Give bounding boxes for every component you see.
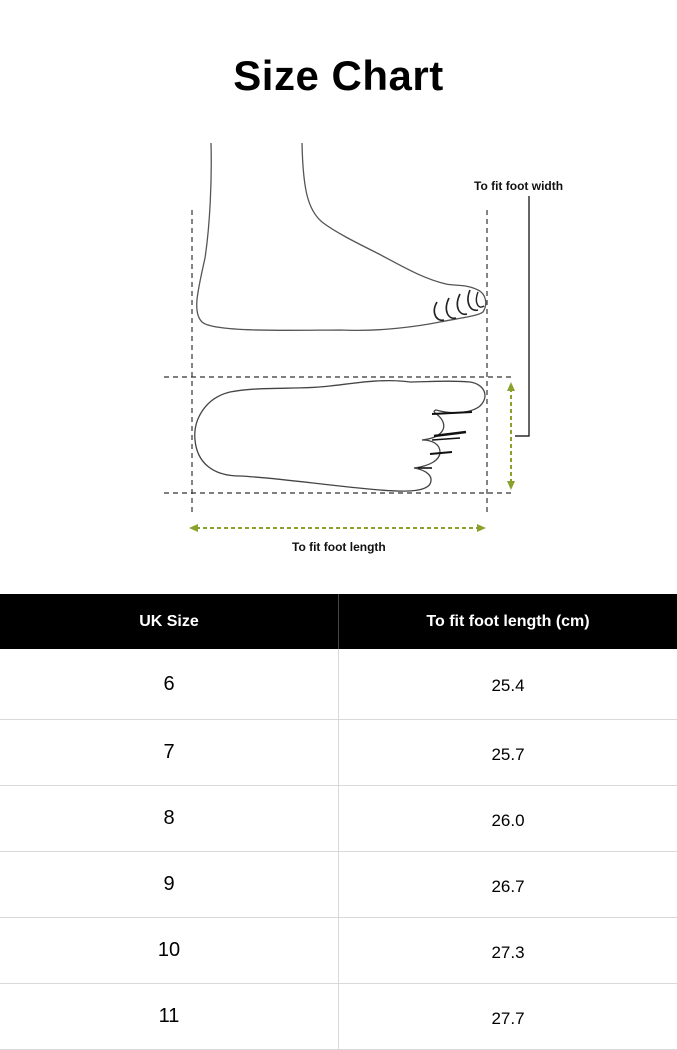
table-header-row xyxy=(0,594,677,649)
toe-side-1 xyxy=(434,302,444,320)
table-row xyxy=(0,852,677,918)
length-arrow-head-right xyxy=(477,524,486,532)
table-row xyxy=(0,720,677,786)
foot-side-view xyxy=(197,143,486,330)
foot-length-cell: 25.4 xyxy=(339,649,677,720)
uk-size-cell: 7 xyxy=(0,720,339,786)
table-row xyxy=(0,984,677,1050)
toe-side-2 xyxy=(446,298,456,318)
toenail-4 xyxy=(430,452,452,454)
size-table xyxy=(0,594,677,1050)
foot-length-cell: 27.7 xyxy=(339,984,677,1050)
foot-length-cell: 25.7 xyxy=(339,720,677,786)
uk-size-cell: 10 xyxy=(0,918,339,984)
table-row xyxy=(0,918,677,984)
foot-length-cell: 27.3 xyxy=(339,918,677,984)
width-label-leader xyxy=(515,196,529,436)
uk-size-cell: 6 xyxy=(0,649,339,720)
uk-size-cell: 8 xyxy=(0,786,339,852)
toenail-1 xyxy=(432,412,472,414)
uk-size-cell: 9 xyxy=(0,852,339,918)
header-uk-size: UK Size xyxy=(0,594,339,649)
uk-size-cell: 11 xyxy=(0,984,339,1050)
foot-length-cell: 26.0 xyxy=(339,786,677,852)
foot-length-cell: 26.7 xyxy=(339,852,677,918)
table-row xyxy=(0,786,677,852)
width-arrow-head-bottom xyxy=(507,481,515,490)
foot-length-label: To fit foot length xyxy=(292,540,386,554)
toenail-3 xyxy=(432,438,460,440)
toe-side-3 xyxy=(457,294,467,314)
length-arrow-head-left xyxy=(189,524,198,532)
width-arrow-head-top xyxy=(507,382,515,391)
table-row xyxy=(0,649,677,720)
foot-width-label: To fit foot width xyxy=(474,179,563,193)
page-title: Size Chart xyxy=(0,52,677,100)
header-foot-length: To fit foot length (cm) xyxy=(339,594,677,649)
